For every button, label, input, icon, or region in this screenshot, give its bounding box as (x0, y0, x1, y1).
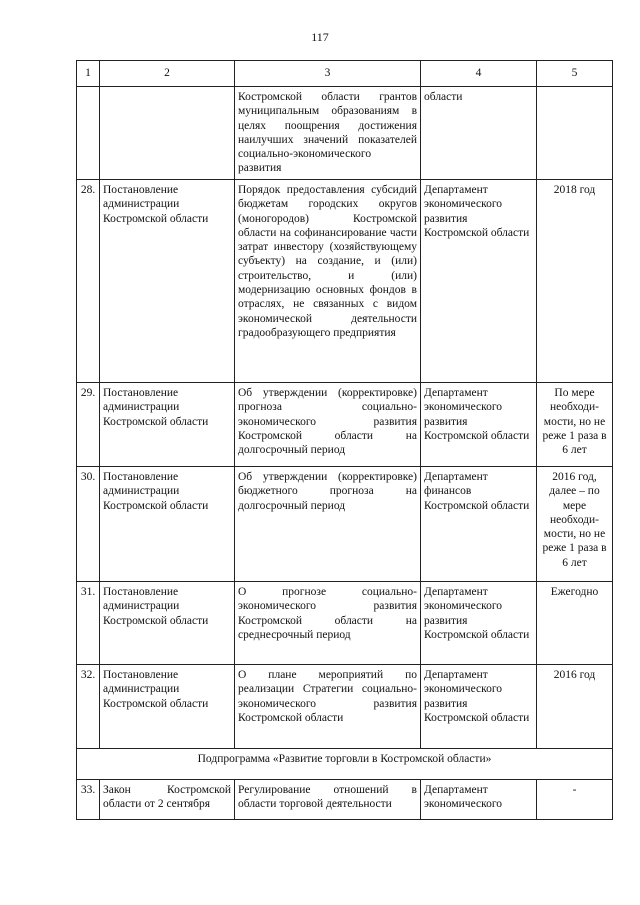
term: 2018 год (537, 180, 613, 383)
subprogram-title: Подпрограмма «Развитие торговли в Костромской области» (77, 749, 613, 780)
subprogram-row (77, 749, 613, 780)
term: По мере необходи-мости, но не реже 1 раза в 6 лет (537, 383, 613, 467)
executor: Департамент экономического развития Костромской области (421, 665, 537, 749)
row-number (77, 87, 100, 180)
document-type: Постановление администрации Костромской области (100, 383, 235, 467)
act-content: Регулирование отношений в области торговой деятельности (235, 780, 421, 820)
header-cell: 1 (77, 61, 100, 87)
page-number: 117 (311, 30, 329, 44)
row-number: 32. (77, 665, 100, 749)
executor: области (421, 87, 537, 180)
executor: Департамент экономического развития Костромской области (421, 582, 537, 665)
table-row (77, 665, 613, 749)
act-content: Порядок предоставления субсидий бюджетам городских округов (моногородов) Костромской области на софинансирование части затрат инвестору (хозяйствующему субъекту) на создание, и (или) строительство, и (или) модернизацию основных фондов в отраслях, не связанных с видом экономической деятельности градообразующего предприятия (235, 180, 421, 383)
executor: Департамент экономического развития Костромской области (421, 383, 537, 467)
header-cell: 3 (235, 61, 421, 87)
term: 2016 год (537, 665, 613, 749)
table-row (77, 780, 613, 820)
table-row (77, 582, 613, 665)
header-cell: 4 (421, 61, 537, 87)
document-type: Закон Костромской области от 2 сентября (100, 780, 235, 820)
term: Ежегодно (537, 582, 613, 665)
header-cell: 5 (537, 61, 613, 87)
row-number: 28. (77, 180, 100, 383)
table-row (77, 180, 613, 383)
act-content: Об утверждении (корректировке) прогноза социально-экономического развития Костромской области на долгосрочный период (235, 383, 421, 467)
executor: Департамент экономического (421, 780, 537, 820)
term (537, 87, 613, 180)
act-content: Костромской области грантов муниципальным образованиям в целях поощрения достижения наилучших значений показателей социально-экономического развития (235, 87, 421, 180)
executor: Департамент финансов Костромской области (421, 467, 537, 582)
row-number: 29. (77, 383, 100, 467)
table-header-row (77, 61, 613, 87)
executor: Департамент экономического развития Костромской области (421, 180, 537, 383)
document-type: Постановление администрации Костромской области (100, 467, 235, 582)
document-type: Постановление администрации Костромской области (100, 665, 235, 749)
legal-acts-table (76, 60, 613, 820)
table-row (77, 383, 613, 467)
document-type: Постановление администрации Костромской области (100, 582, 235, 665)
header-cell: 2 (100, 61, 235, 87)
act-content: Об утверждении (корректировке) бюджетного прогноза на долгосрочный период (235, 467, 421, 582)
term: 2016 год, далее – по мере необходи-мости, но не реже 1 раза в 6 лет (537, 467, 613, 582)
table-row (77, 467, 613, 582)
document-type: Постановление администрации Костромской области (100, 180, 235, 383)
table-row (77, 87, 613, 180)
document-type (100, 87, 235, 180)
act-content: О прогнозе социально-экономического развития Костромской области на среднесрочный период (235, 582, 421, 665)
term: - (537, 780, 613, 820)
row-number: 33. (77, 780, 100, 820)
row-number: 31. (77, 582, 100, 665)
row-number: 30. (77, 467, 100, 582)
act-content: О плане мероприятий по реализации Стратегии социально-экономического развития Костромской области (235, 665, 421, 749)
